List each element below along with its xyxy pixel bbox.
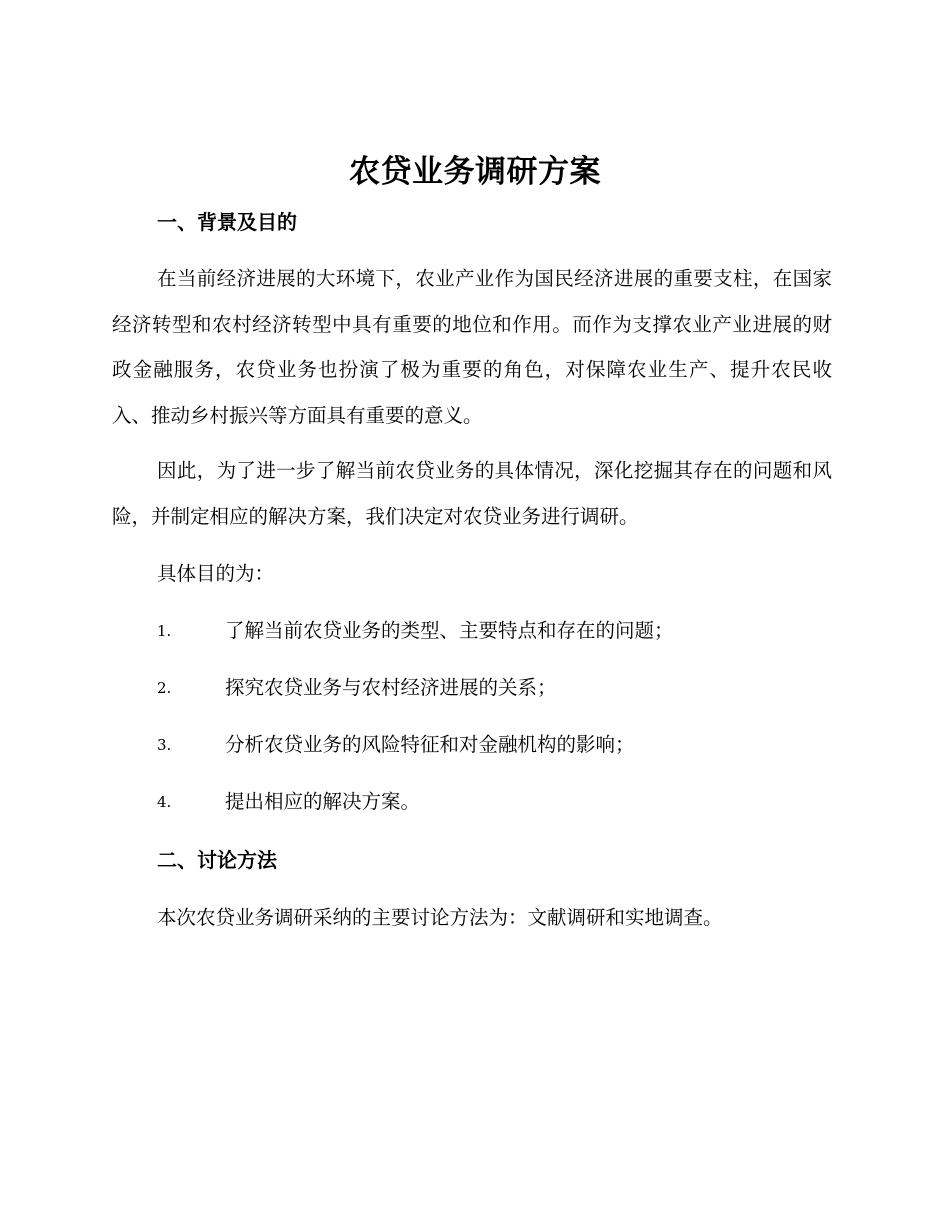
document-title: 农贷业务调研方案 bbox=[349, 154, 601, 190]
paragraph-decision: 因此，为了进一步了解当前农贷业务的具体情况，深化挖掘其存在的问题和风险，并制定相应的解决方案，我们决定对农贷业务进行调研。 bbox=[112, 459, 832, 528]
purpose-intro: 具体目的为： bbox=[157, 562, 275, 585]
list-item-text: 了解当前农贷业务的类型、主要特点和存在的问题； bbox=[225, 619, 674, 642]
list-item bbox=[157, 731, 857, 759]
paragraph-methods: 本次农贷业务调研采纳的主要讨论方法为：文献调研和实地调查。 bbox=[157, 906, 723, 929]
list-item-number: 4. bbox=[157, 793, 172, 811]
paragraph-background: 在当前经济进展的大环境下，农业产业作为国民经济进展的重要支柱，在国家经济转型和农村经济转型中具有重要的地位和作用。而作为支撑农业产业进展的财政金融服务，农贷业务也扮演了极为重要的角色，对保障农业生产、提升农民收入、推动乡村振兴等方面具有重要的意义。 bbox=[112, 267, 832, 427]
section-heading-background: 一、背景及目的 bbox=[157, 210, 297, 234]
list-item-text: 提出相应的解决方案。 bbox=[225, 790, 421, 813]
list-item-number: 1. bbox=[157, 622, 172, 640]
list-item bbox=[157, 674, 857, 702]
list-item-text: 分析农贷业务的风险特征和对金融机构的影响； bbox=[225, 733, 635, 756]
section-heading-methods: 二、讨论方法 bbox=[157, 848, 277, 872]
list-item-number: 3. bbox=[157, 736, 172, 754]
list-item-text: 探究农贷业务与农村经济进展的关系； bbox=[225, 676, 557, 699]
list-item bbox=[157, 788, 857, 816]
list-item-number: 2. bbox=[157, 679, 172, 697]
list-item bbox=[157, 617, 857, 645]
